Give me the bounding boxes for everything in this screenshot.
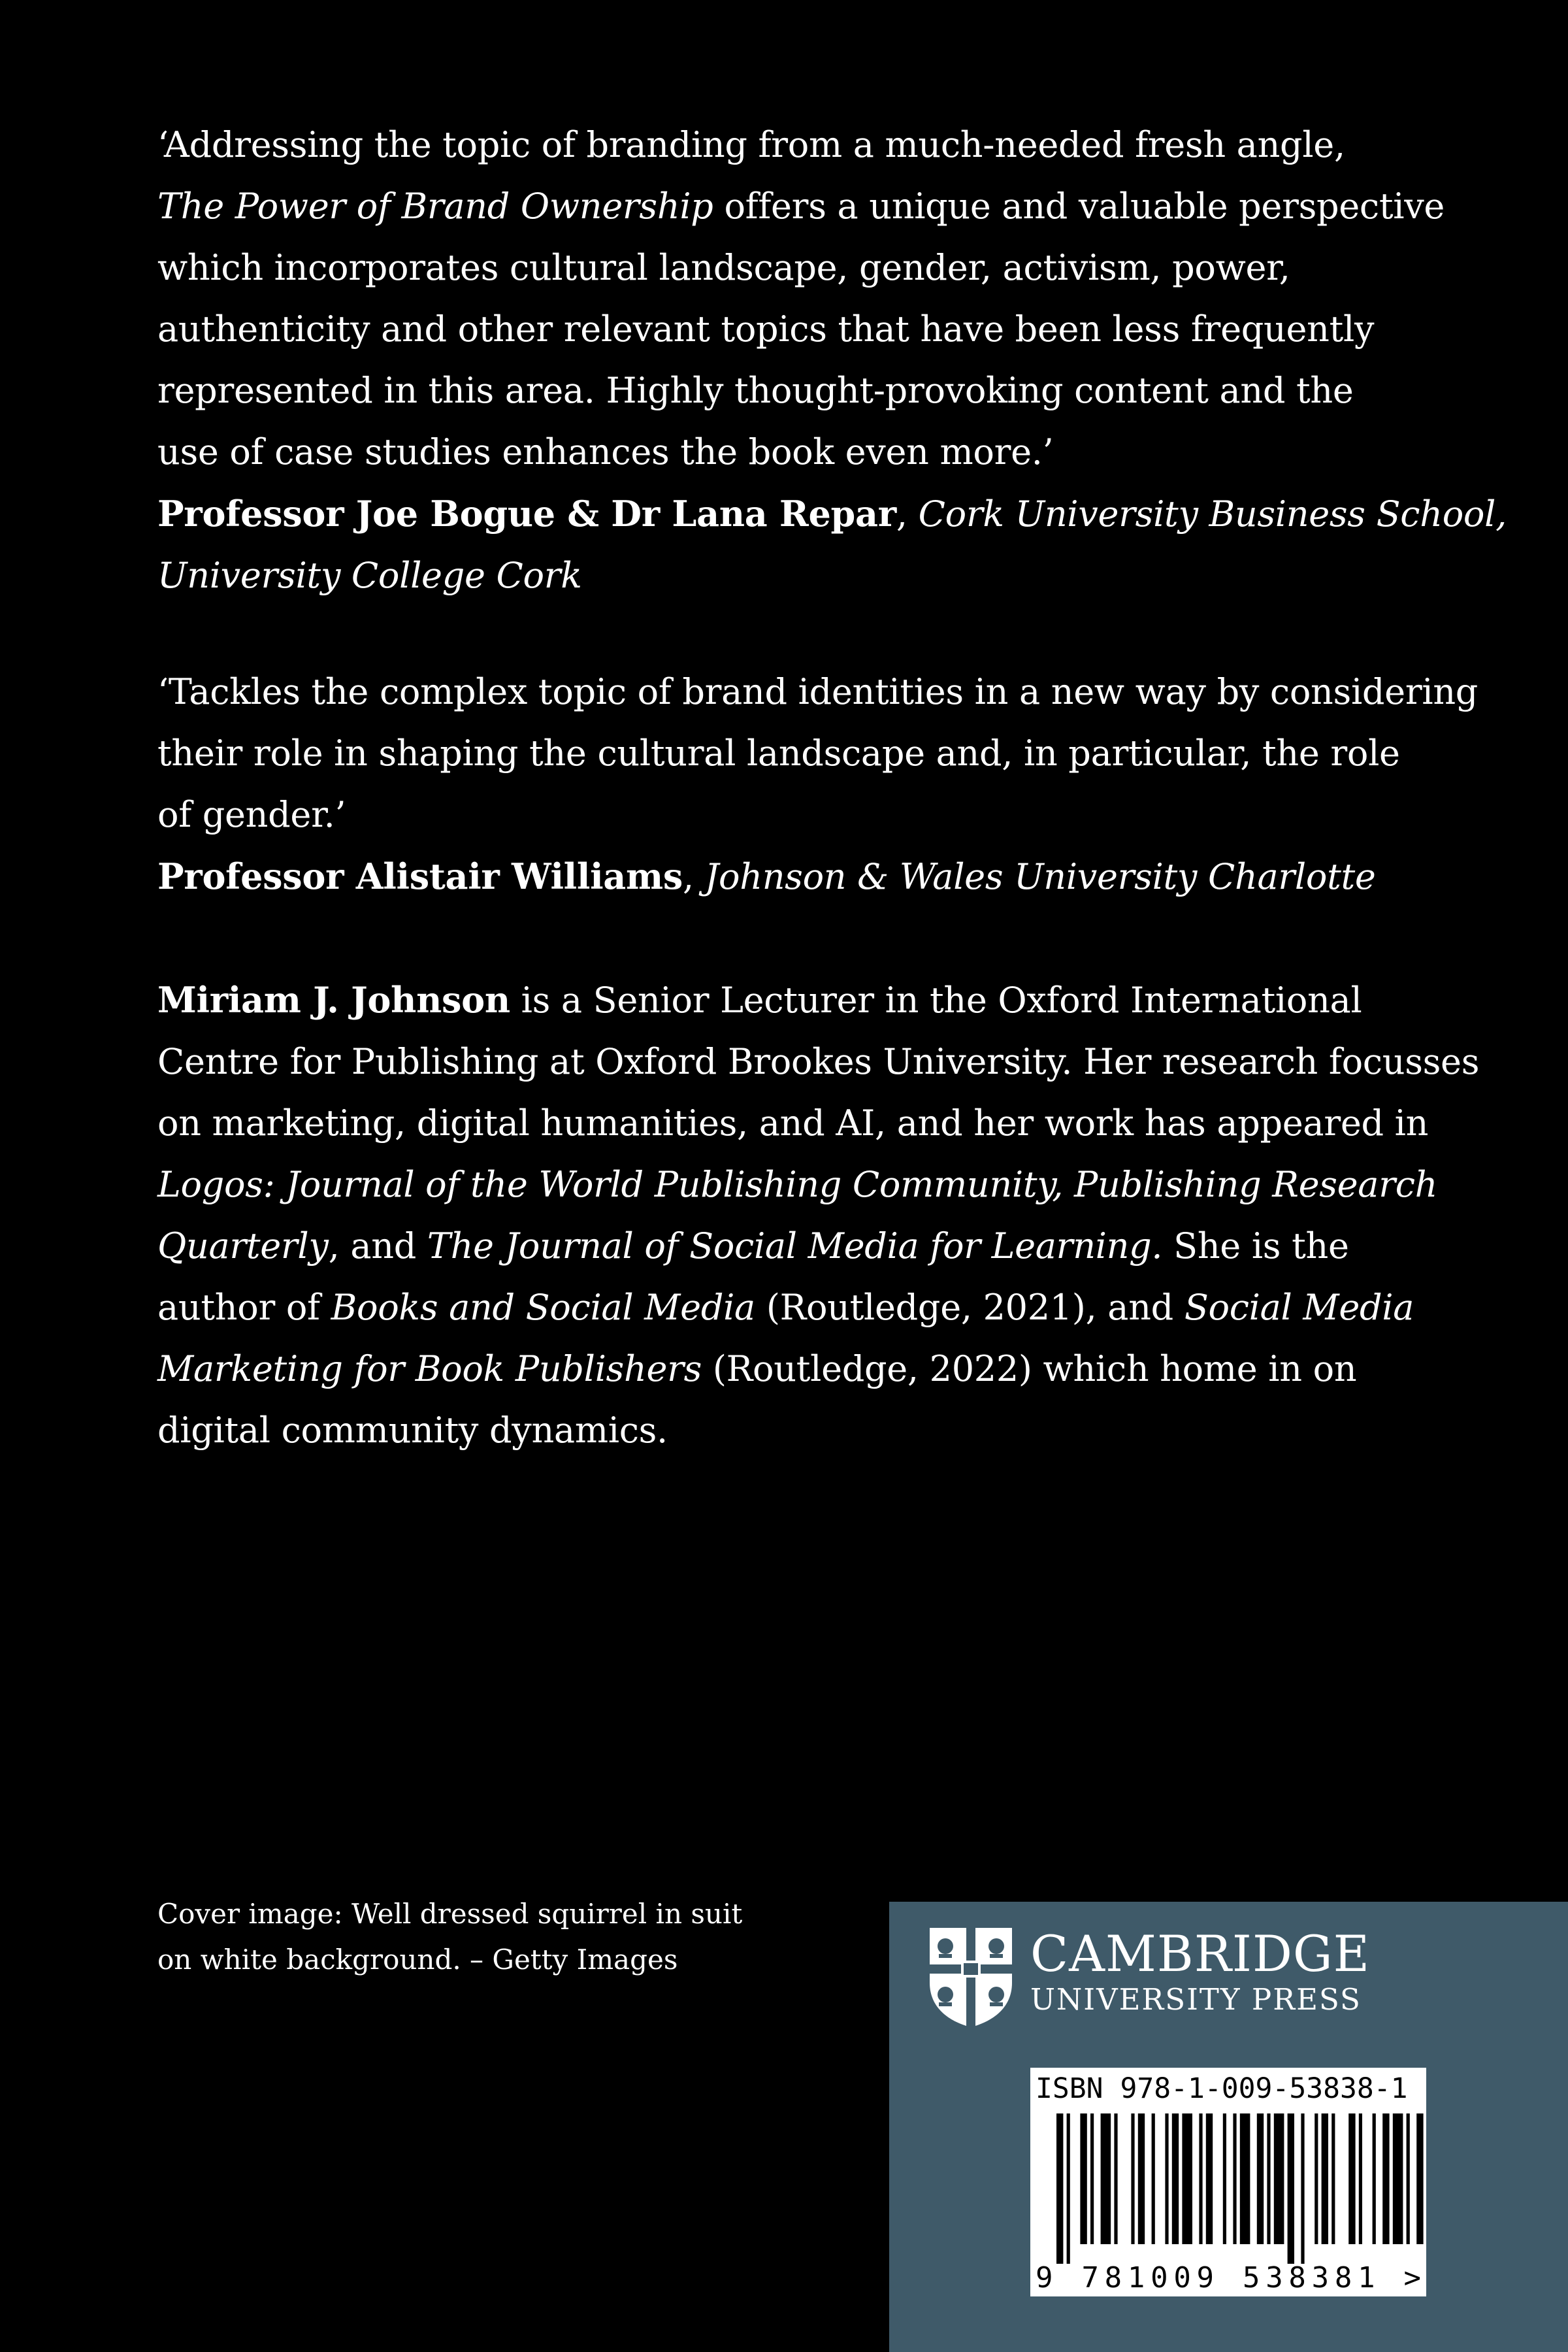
barcode-bar: [1233, 2113, 1236, 2244]
barcode-bar: [1206, 2113, 1213, 2244]
endorsement-2-line: their role in shaping the cultural landscape and, in particular, the role: [157, 733, 1400, 774]
endorsement-2-attribution: Professor Alistair Williams, Johnson & Wales University Charlotte: [157, 855, 1376, 897]
barcode-bar: [1315, 2113, 1318, 2244]
endorser-affiliation: Johnson & Wales University Charlotte: [704, 856, 1376, 897]
publisher-subtitle: UNIVERSITY PRESS: [1030, 1982, 1362, 2017]
back-cover-text: [157, 114, 1507, 1461]
barcode-bar: [1359, 2113, 1362, 2244]
barcode-bar: [1131, 2113, 1134, 2244]
endorsement-1-line: ‘Addressing the topic of branding from a much-needed fresh angle,: [157, 124, 1345, 165]
barcode-bar: [1199, 2113, 1202, 2244]
endorser-names: Professor Joe Bogue & Dr Lana Repar: [157, 493, 896, 535]
barcode-bar: [1382, 2113, 1389, 2244]
barcode-bar: [1101, 2113, 1111, 2244]
barcode-bar: [1165, 2113, 1168, 2244]
endorsement-1-line: authenticity and other relevant topics that have been less frequently: [157, 308, 1375, 350]
barcode-bar: [1080, 2113, 1086, 2244]
barcode-bar: [1240, 2113, 1250, 2244]
cover-image-credit: Cover image: Well dressed squirrel in suit on white background. – Getty Images: [157, 1898, 743, 1976]
endorsement-1-attribution: Professor Joe Bogue & Dr Lana Repar, Cork University Business School,: [157, 493, 1507, 535]
barcode-bar: [1274, 2113, 1284, 2244]
barcode-bar: [1288, 2113, 1294, 2264]
isbn-barcode: [1030, 2068, 1426, 2296]
endorsement-2: [157, 661, 1478, 908]
endorsement-1-line: represented in this area. Highly thought-provoking content and the: [157, 370, 1354, 411]
barcode-bar: [1322, 2113, 1328, 2244]
barcode-digits: 9 781009 538381 >: [1036, 2261, 1421, 2294]
publisher-name: [1030, 1927, 1370, 2018]
endorsement-1-line: use of case studies enhances the book even more.’: [157, 431, 1054, 472]
endorsement-2-line: of gender.’: [157, 794, 346, 835]
author-bio: Miriam J. Johnson is a Senior Lecturer in the Oxford International Centre for Publishing at Oxford Brookes University. Her research focusses on marketing, digital humanities, and AI, and her work has appeared in Logos: Journal of the World Publishing Community, Publishing Research Quarterly, and The Journal of Social Media for Learning. She is the author of Books and Social Media (Routledge, 2021), and Social Media Marketing for Book Publishers (Routledge, 2022) which home in on digital community dynamics.: [157, 979, 1480, 1451]
barcode-bar: [1182, 2113, 1192, 2244]
isbn-label: ISBN 978-1-009-53838-1: [1036, 2072, 1408, 2105]
barcode-bar: [1223, 2113, 1226, 2244]
barcode-bar: [1090, 2113, 1094, 2244]
barcode-bar: [1172, 2113, 1179, 2244]
endorsement-1-attribution: [157, 545, 1399, 606]
cambridge-shield-icon: [926, 1924, 1016, 2029]
barcode-bar: [1114, 2113, 1117, 2244]
endorsement-1: [157, 114, 1507, 606]
barcode-bar: [1348, 2113, 1355, 2244]
endorser-affiliation: University College Cork: [157, 555, 582, 596]
barcode-bar: [1301, 2113, 1304, 2264]
endorser-name: Professor Alistair Williams: [157, 855, 683, 897]
barcode-bar: [1056, 2113, 1063, 2264]
endorsement-1-line: which incorporates cultural landscape, gender, activism, power,: [157, 247, 1290, 288]
publisher-title: CAMBRIDGE: [1030, 1925, 1371, 1983]
endorser-affiliation: Cork University Business School,: [918, 493, 1507, 535]
barcode-bar: [1257, 2113, 1264, 2244]
book-title: The Power of Brand Ownership: [157, 186, 713, 227]
barcode-bar: [1416, 2113, 1423, 2244]
barcode-bar: [1373, 2113, 1376, 2244]
endorsement-2-line: ‘Tackles the complex topic of brand identities in a new way by considering: [157, 671, 1478, 712]
barcode-bar: [1331, 2113, 1335, 2244]
barcode-bar: [1152, 2113, 1155, 2244]
endorsement-1-line: The Power of Brand Ownership offers a unique and valuable perspective: [157, 186, 1445, 227]
barcode-bar: [1138, 2113, 1145, 2244]
barcode-bar: [1067, 2113, 1070, 2264]
publisher-panel: [889, 1902, 1568, 2352]
barcode-bar: [1267, 2113, 1270, 2244]
author-name: Miriam J. Johnson: [157, 979, 510, 1021]
barcode-bar: [1407, 2113, 1410, 2244]
barcode-bar: [1393, 2113, 1403, 2244]
